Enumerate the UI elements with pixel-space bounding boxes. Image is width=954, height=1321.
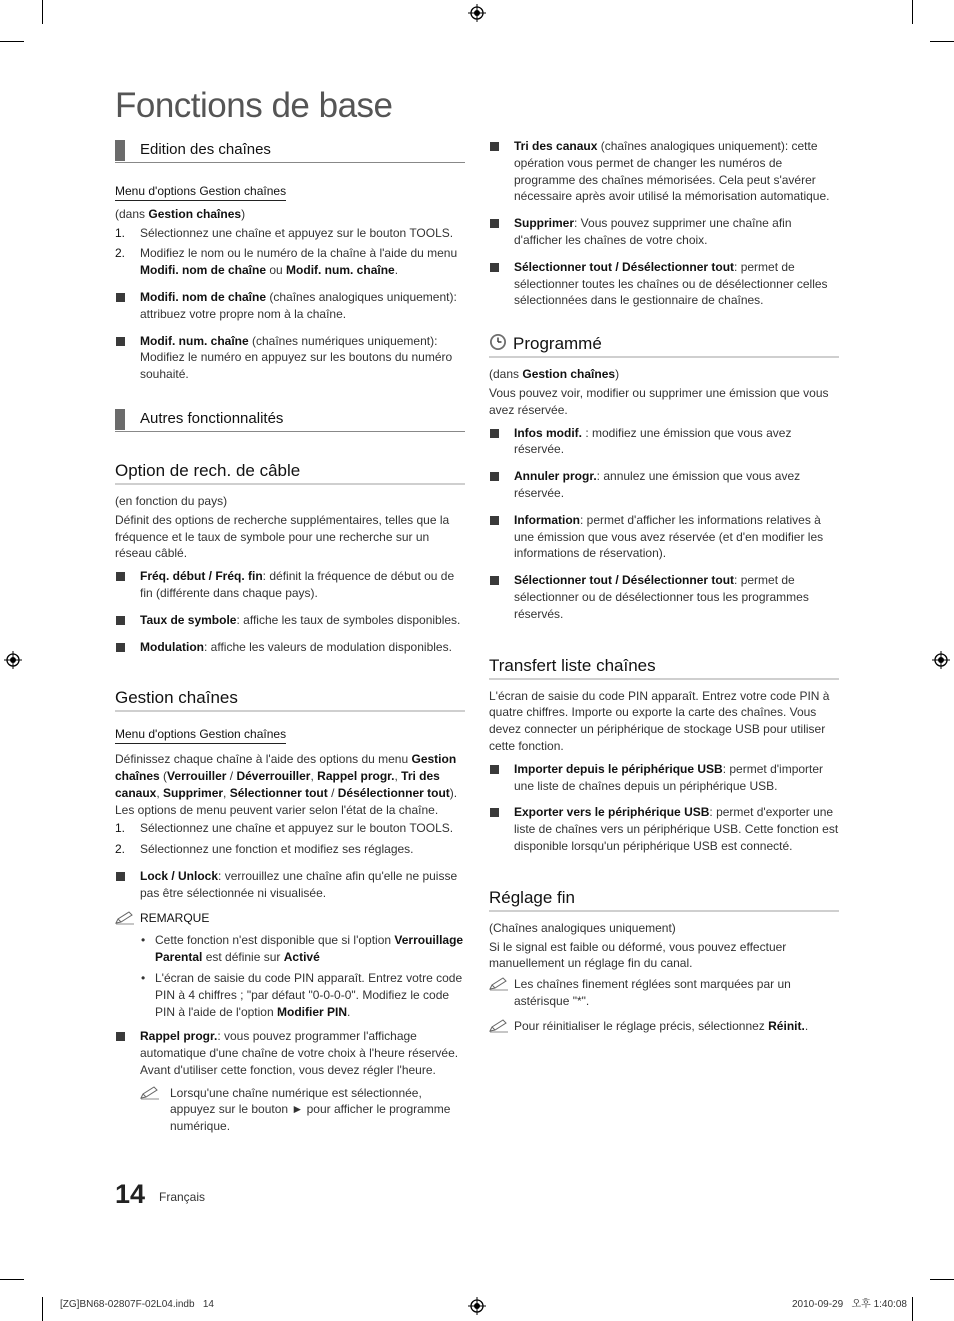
programme-intro: Vous pouvez voir, modifier ou supprimer une émission que vous avez réservée. <box>489 385 829 417</box>
bullet-selectionner-tout: Sélectionner tout / Désélectionner tout: permet de sélectionner toutes les chaînes ou de désélectionner celles sélectionnées dans le gestionnaire de chaînes. <box>489 259 839 309</box>
left-column <box>115 138 465 1139</box>
crop-mark-top-right-v <box>912 0 913 24</box>
footer-language: Français <box>159 1190 206 1204</box>
pencil-icon <box>115 911 135 925</box>
page-number: 14 <box>115 1179 146 1209</box>
bullet-freq: Fréq. début / Fréq. fin: définit la fréquence de début ou de fin (différente dans chaque pays). <box>115 568 465 602</box>
crop-mark-bottom-right-h <box>930 1279 954 1280</box>
bullet-supprimer: Supprimer: Vous pouvez supprimer une chaîne afin d'afficher les chaînes de votre choix. <box>489 215 839 249</box>
step-2: 2. Sélectionnez une fonction et modifiez ses réglages. <box>115 842 414 857</box>
right-column <box>489 132 839 1038</box>
bullet-exporter-usb: Exporter vers le périphérique USB: permet d'exporter une liste de chaînes vers un périphérique USB. Cette fonction est disponible lorsqu'un périphérique USB est connecté. <box>489 804 839 854</box>
registration-mark-icon <box>468 1297 486 1315</box>
crop-mark-top-left-h <box>0 41 24 42</box>
programme-context: (dans Gestion chaînes) <box>489 367 620 382</box>
bullet-modif-num: Modif. num. chaîne (chaînes numériques uniquement): Modifiez le numéro en appuyez sur les boutons du numéro souhaité. <box>115 333 465 383</box>
step-1: 1. Sélectionnez une chaîne et appuyez sur le bouton TOOLS. <box>115 225 454 240</box>
bullet-information: Information: permet d'afficher les informations relatives à une émission que vous avez réservée (et d'en modifier les informations de réservation). <box>489 512 839 562</box>
subhead-edition-des-chaines: Edition des chaînes <box>115 138 465 163</box>
bullet-lock-unlock: Lock / Unlock: verrouillez une chaîne afin qu'elle ne puisse pas être sélectionnée ni visualisée. <box>115 868 465 902</box>
cable-intro: Définit des options de recherche supplémentaires, telles que la fréquence et le taux de symbole pour une recherche sur un réseau câblé. <box>115 512 450 561</box>
remarque-item: • Cette fonction n'est disponible que si l'option Verrouillage Parental est définie sur Activé <box>115 932 465 966</box>
crop-mark-bottom-right-v <box>912 1297 913 1321</box>
clock-icon <box>489 333 507 351</box>
step-1: 1. Sélectionnez une chaîne et appuyez sur le bouton TOOLS. <box>115 821 454 836</box>
bullet-importer-usb: Importer depuis le périphérique USB: permet d'importer une liste de chaînes depuis un périphérique USB. <box>489 761 839 795</box>
pencil-icon <box>489 1019 509 1033</box>
reglage-intro: Si le signal est faible ou déformé, vous pouvez effectuer manuellement un réglage fin du canal. <box>489 939 787 971</box>
pencil-icon <box>489 977 509 991</box>
subhead-autres-fonctionnalites: Autres fonctionnalités <box>115 407 465 432</box>
page-title: Fonctions de base <box>115 86 393 125</box>
cable-intro-country: (en fonction du pays) <box>115 493 228 508</box>
bullet-rappel-progr: Rappel progr.: vous pouvez programmer l'affichage automatique d'une chaîne de votre choix à l'heure réservée. Avant d'utiliser cette fonction, vous devez régler l'heure. <box>115 1028 465 1078</box>
registration-mark-icon <box>468 4 486 22</box>
print-slug-left: [ZG]BN68-02807F-02L04.indb 14 <box>60 1299 214 1310</box>
bullet-selectionner-tout-prog: Sélectionner tout / Désélectionner tout: permet de sélectionner ou de désélectionner tous les programmes réservés. <box>489 572 839 622</box>
crop-mark-bottom-left-v <box>42 1297 43 1321</box>
registration-mark-icon <box>932 651 950 669</box>
menu-options-label: Menu d'options Gestion chaînes <box>115 726 286 744</box>
bullet-modifi-nom: Modifi. nom de chaîne (chaînes analogiques uniquement): attribuez votre propre nom à la chaîne. <box>115 289 465 323</box>
section-title-gestion-chaines: Gestion chaînes <box>115 687 465 712</box>
crop-mark-bottom-left-h <box>0 1279 24 1280</box>
transfert-intro: L'écran de saisie du code PIN apparaît. Entrez votre code PIN à quatre chiffres. Importe ou exporte la carte des chaînes. Vous devez connecter un périphérique de stockage USB pour utiliser cette fonction. <box>489 688 830 753</box>
section-title-programme: Programmé <box>489 333 839 358</box>
bullet-taux-symbole: Taux de symbole: affiche les taux de symboles disponibles. <box>115 612 465 629</box>
section-title-option-rech-cable: Option de rech. de câble <box>115 460 465 485</box>
gestion-intro: Définissez chaque chaîne à l'aide des options du menu Gestion chaînes (Verrouiller / Déverrouiller, Rappel progr., Tri des canaux, Supprimer, Sélectionner tout / Désélectionner tout). Les options de menu peuvent varier selon l'état de la chaîne. <box>115 752 458 817</box>
context-note: (dans Gestion chaînes) <box>115 206 246 221</box>
bullet-tri-des-canaux: Tri des canaux (chaînes analogiques uniquement): cette opération vous permet de changer les numéros de programme des chaînes mémorisées. Cela peut s'avérer nécessaire après avoir utilisé la mémorisation automatique. <box>489 138 839 205</box>
registration-mark-icon <box>4 651 22 669</box>
menu-options-label: Menu d'options Gestion chaînes <box>115 183 286 201</box>
bullet-infos-modif: Infos modif. : modifiez une émission que vous avez réservée. <box>489 425 839 459</box>
reglage-note-asterisk: Les chaînes finement réglées sont marquées par un astérisque "*". <box>489 976 839 1010</box>
step-2: 2. Modifiez le nom ou le numéro de la chaîne à l'aide du menu Modifi. nom de chaîne ou Modif. num. chaîne. <box>115 246 458 278</box>
section-title-transfert-liste: Transfert liste chaînes <box>489 655 839 680</box>
reglage-analog: (Chaînes analogiques uniquement) <box>489 920 676 935</box>
print-slug-right: 2010-09-29 오후 1:40:08 <box>792 1299 907 1310</box>
section-title-reglage-fin: Réglage fin <box>489 887 839 912</box>
rappel-note: Lorsqu'une chaîne numérique est sélectionnée, appuyez sur le bouton ► pour afficher le programme numérique. <box>115 1085 465 1135</box>
reglage-note-reinit: Pour réinitialiser le réglage précis, sélectionnez Réinit.. <box>489 1018 839 1035</box>
remarque-item: • L'écran de saisie du code PIN apparaît. Entrez votre code PIN à 4 chiffres ; "par défaut "0-0-0-0". Modifiez le code PIN à l'aide de l'option Modifier PIN. <box>115 970 465 1020</box>
crop-mark-top-left-v <box>42 0 43 24</box>
crop-mark-top-right-h <box>930 41 954 42</box>
remarque-heading: REMARQUE <box>115 910 465 927</box>
pencil-icon <box>140 1086 160 1100</box>
bullet-annuler-progr: Annuler progr.: annulez une émission que vous avez réservée. <box>489 468 839 502</box>
bullet-modulation: Modulation: affiche les valeurs de modulation disponibles. <box>115 639 465 656</box>
